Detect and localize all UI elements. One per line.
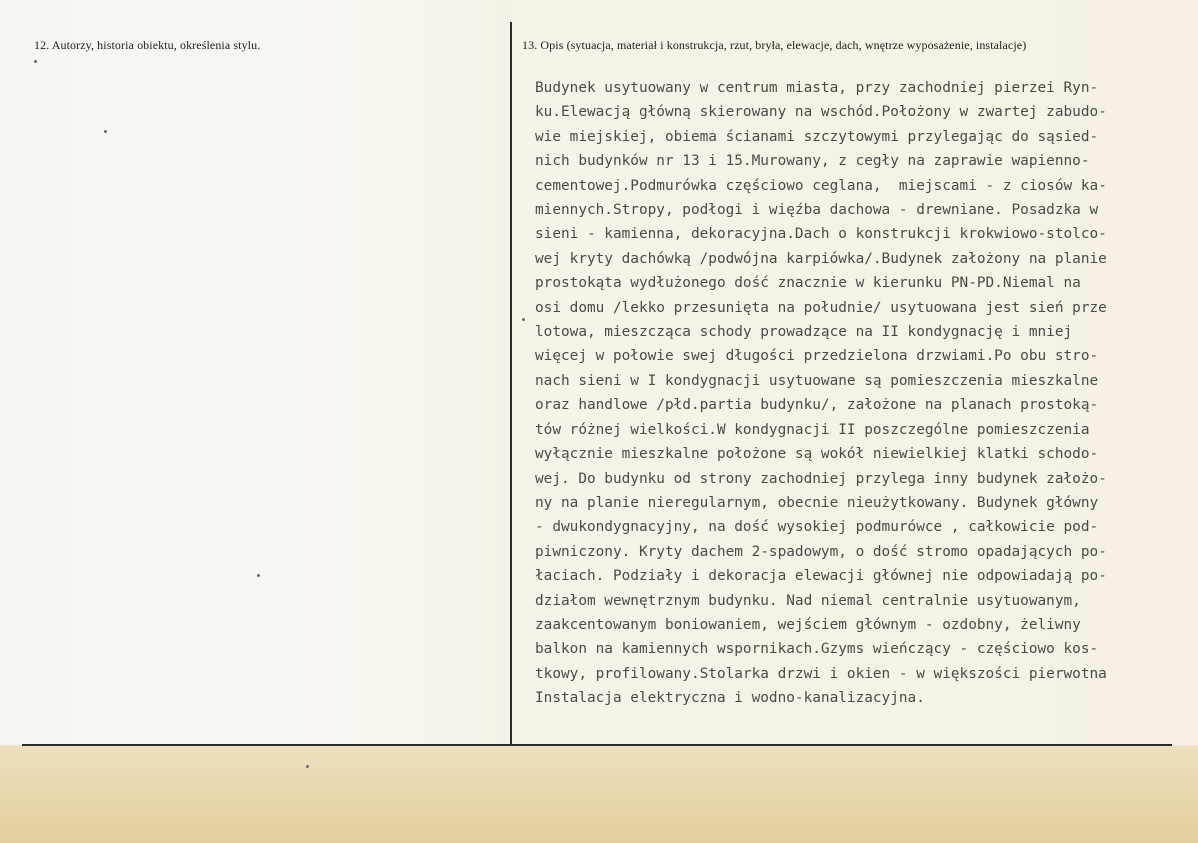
text-line: nich budynków nr 13 i 15.Murowany, z cegły na zaprawie wapienno-	[535, 153, 1090, 170]
page-bottom-margin	[0, 746, 1198, 843]
paper-speck	[34, 60, 37, 63]
paper-speck	[306, 765, 309, 768]
text-line: tów różnej wielkości.W kondygnacji II poszczególne pomieszczenia	[535, 421, 1090, 438]
text-line: osi domu /lekko przesunięta na południe/ usytuowana jest sień prze	[535, 299, 1107, 316]
text-line: wyłącznie mieszkalne położone są wokół niewielkiej klatki schodo-	[535, 446, 1099, 463]
text-line: wie miejskiej, obiema ścianami szczytowymi przylegając do sąsied-	[535, 128, 1099, 145]
text-line: sieni - kamienna, dekoracyjna.Dach o konstrukcji krokwiowo-stolco-	[535, 226, 1107, 243]
paper-speck	[522, 318, 525, 321]
section-12-header: 12. Autorzy, historia obiektu, określenia stylu.	[34, 38, 261, 52]
section-bottom-rule	[22, 744, 1172, 746]
text-line: nach sieni w I kondygnacji usytuowane są pomieszczenia mieszkalne	[535, 372, 1099, 389]
text-line: Budynek usytuowany w centrum miasta, przy zachodniej pierzei Ryn-	[535, 80, 1099, 96]
text-line: balkon na kamiennych wspornikach.Gzyms wieńczący - częściowo kos-	[535, 641, 1099, 658]
text-line: piwniczony. Kryty dachem 2-spadowym, o dość stromo opadających po-	[535, 543, 1107, 560]
section-13-typed-text	[535, 76, 1180, 711]
paper-speck	[257, 574, 260, 577]
text-line: działom wewnętrznym budynku. Nad niemal centralnie usytuowanym,	[535, 592, 1081, 609]
text-line: więcej w połowie swej długości przedzielona drzwiami.Po obu stro-	[535, 348, 1099, 365]
text-line: prostokąta wydłużonego dość znacznie w kierunku PN-PD.Niemal na	[535, 275, 1081, 292]
text-line: wej. Do budynku od strony zachodniej przylega inny budynek założo-	[535, 470, 1107, 487]
text-line: ny na planie nieregularnym, obecnie nieużytkowany. Budynek główny	[535, 494, 1099, 511]
text-line: wej kryty dachówką /podwójna karpiówka/.Budynek założony na planie	[535, 250, 1107, 267]
text-line: - dwukondygnacyjny, na dość wysokiej podmurówce , całkowicie pod-	[535, 519, 1099, 536]
text-line: tkowy, profilowany.Stolarka drzwi i okien - w większości pierwotna	[535, 665, 1107, 682]
text-line: oraz handlowe /płd.partia budynku/, założone na planach prostoką-	[535, 397, 1099, 414]
section-12-column	[0, 0, 510, 745]
text-line: Instalacja elektryczna i wodno-kanalizacyjna.	[535, 690, 925, 707]
text-line: zaakcentowanym boniowaniem, wejściem głównym - ozdobny, żeliwny	[535, 616, 1081, 633]
text-line: cementowej.Podmurówka częściowo ceglana, miejscami - z ciosów ka-	[535, 177, 1107, 194]
column-divider	[510, 22, 512, 745]
text-line: ku.Elewacją główną skierowany na wschód.Położony w zwartej zabudo-	[535, 104, 1107, 121]
text-line: łaciach. Podziały i dekoracja elewacji głównej nie odpowiadają po-	[535, 568, 1107, 585]
text-line: lotowa, mieszcząca schody prowadzące na II kondygnację i mniej	[535, 324, 1073, 341]
text-line: miennych.Stropy, podłogi i więźba dachowa - drewniane. Posadzka w	[535, 202, 1099, 219]
paper-speck	[104, 130, 107, 133]
section-13-header: 13. Opis (sytuacja, materiał i konstrukcja, rzut, bryła, elewacje, dach, wnętrze wyposażenie, instalacje)	[522, 38, 1027, 52]
